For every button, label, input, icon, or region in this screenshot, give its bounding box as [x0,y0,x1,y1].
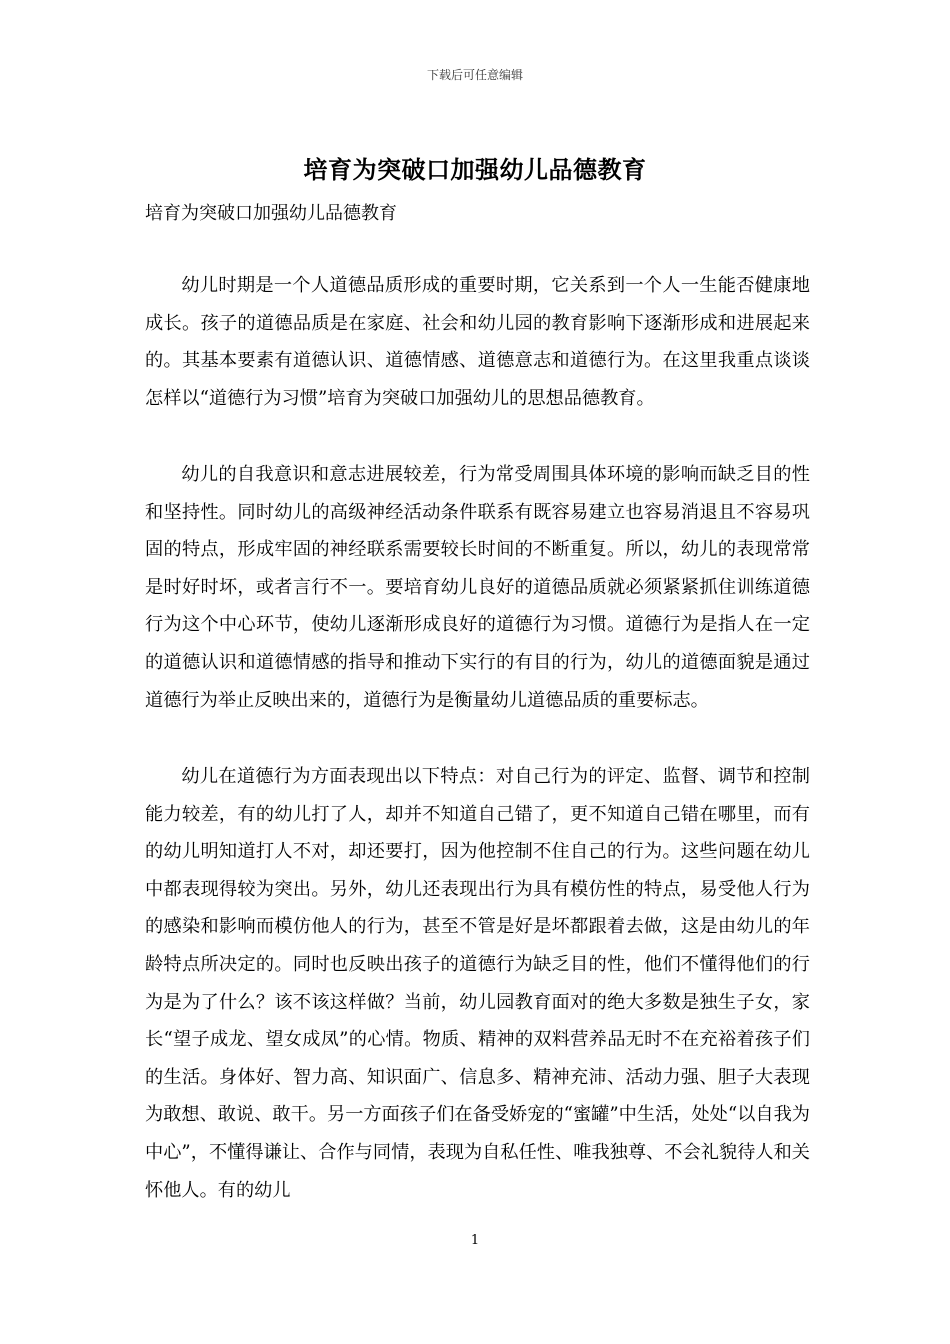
body-paragraph-3: 幼儿在道德行为方面表现出以下特点：对自己行为的评定、监督、调节和控制能力较差，有的幼儿打了人，却并不知道自己错了，更不知道自己错在哪里，而有的幼儿明知道打人不对，却还要打，因为他控制不住自己的行为。这些问题在幼儿中都表现得较为突出。另外，幼儿还表现出行为具有模仿性的特点，易受他人行为的感染和影响而模仿他人的行为，甚至不管是好是坏都跟着去做，这是由幼儿的年龄特点所决定的。同时也反映出孩子的道德行为缺乏目的性，他们不懂得他们的行为是为了什么？该不该这样做？当前，幼儿园教育面对的绝大多数是独生子女，家长“望子成龙、望女成凤”的心情。物质、精神的双料营养品无时不在充裕着孩子们的生活。身体好、智力高、知识面广、信息多、精神充沛、活动力强、胆子大表现为敢想、敢说、敢干。另一方面孩子们在备受娇宠的“蜜罐”中生活，处处“以自我为中心”，不懂得谦让、合作与同情，表现为自私任性、唯我独尊、不会礼貌待人和关怀他人。有的幼儿 [145,766,810,1201]
document-title: 培育为突破口加强幼儿品德教育 [303,155,647,184]
body-paragraph-2: 幼儿的自我意识和意志进展较差，行为常受周围具体环境的影响而缺乏目的性和坚持性。同时幼儿的高级神经活动条件联系有既容易建立也容易消退且不容易巩固的特点，形成牢固的神经联系需要较长时间的不断重复。所以，幼儿的表现常常是时好时坏，或者言行不一。要培育幼儿良好的道德品质就必须紧紧抓住训练道德行为这个中心环节，使幼儿逐渐形成良好的道德行为习惯。道德行为是指人在一定的道德认识和道德情感的指导和推动下实行的有目的行为，幼儿的道德面貌是通过道德行为举止反映出来的，道德行为是衡量幼儿道德品质的重要标志。 [145,464,810,711]
page-header-note: 下载后可任意编辑 [426,68,523,82]
document-subtitle: 培育为突破口加强幼儿品德教育 [145,203,397,224]
body-paragraph-1: 幼儿时期是一个人道德品质形成的重要时期，它关系到一个人一生能否健康地成长。孩子的道德品质是在家庭、社会和幼儿园的教育影响下逐渐形成和进展起来的。其基本要素有道德认识、道德情感、道德意志和道德行为。在这里我重点谈谈怎样以“道德行为习惯”培育为突破口加强幼儿的思想品德教育。 [145,275,810,409]
page-number: 1 [470,1233,480,1248]
